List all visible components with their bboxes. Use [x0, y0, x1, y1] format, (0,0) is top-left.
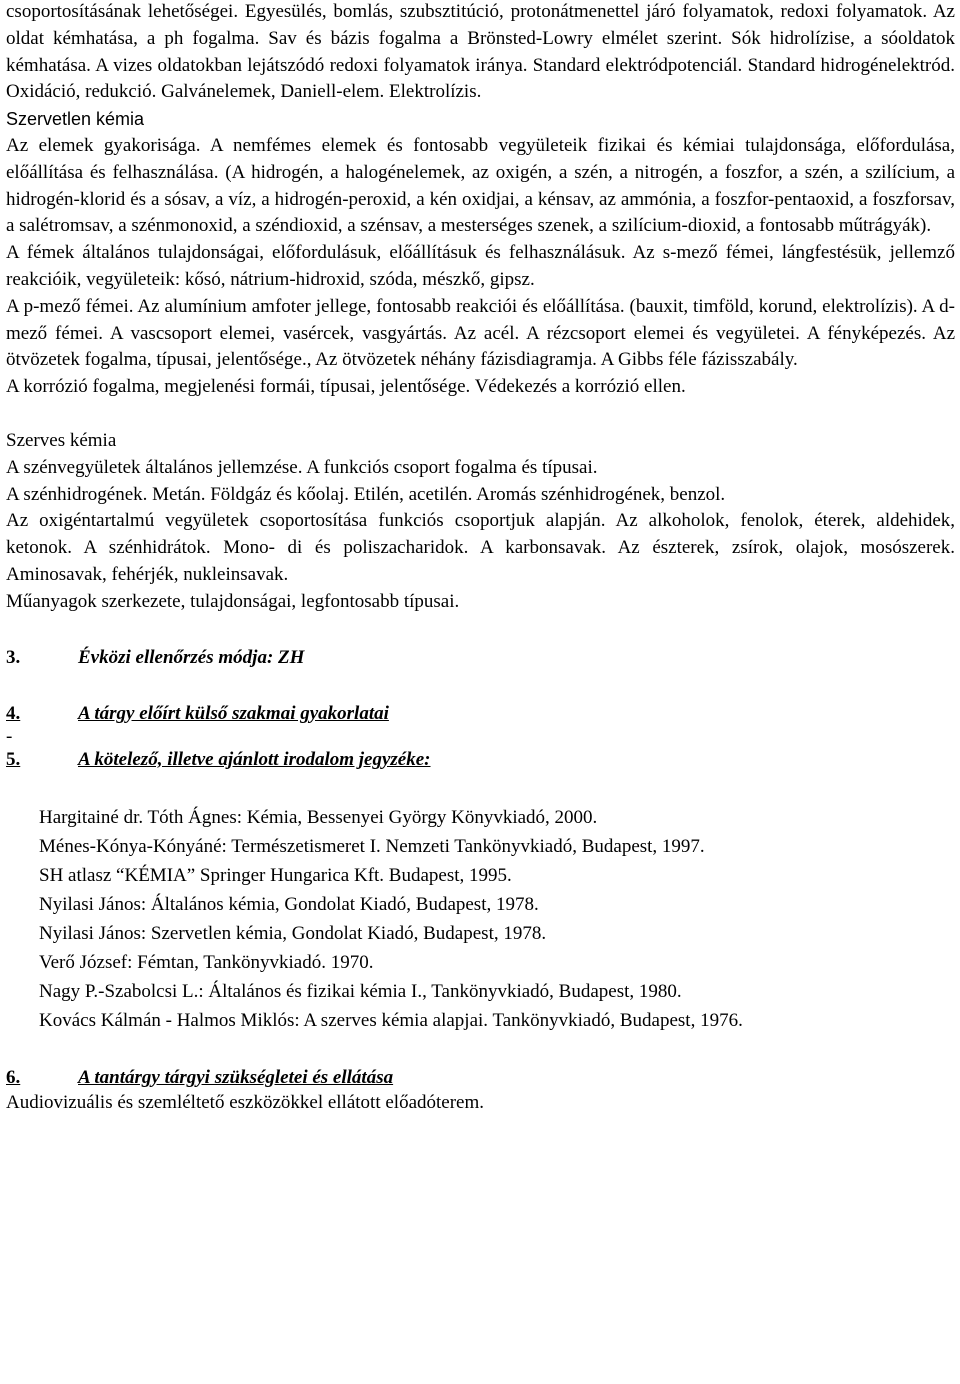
spacer: [6, 773, 955, 803]
practice-dash: -: [6, 725, 13, 747]
paragraph-corrosion: A korrózió fogalma, megjelenési formái, típusai, jelentősége. Védekezés a korrózió ellen.: [6, 376, 686, 398]
paragraph-hydrocarbons: A szénhidrogének. Metán. Földgáz és kőolaj. Etilén, acetilén. Aromás szénhidrogének, benzol.: [6, 483, 726, 505]
section-4-heading: [6, 701, 955, 727]
spacer: [6, 616, 955, 645]
reference-item: Kovács Kálmán - Halmos Miklós: A szerves kémia alapjai. Tankönyvkiadó, Budapest, 1976.: [39, 1009, 743, 1031]
equipment-text: Audiovizuális és szemléltető eszközökkel ellátott előadóterem.: [6, 1091, 485, 1113]
section-number: 5.: [6, 748, 21, 770]
section-number: 6.: [6, 1066, 21, 1088]
reference-item: Nagy P.-Szabolcsi L.: Általános és fizikai kémia I., Tankönyvkiadó, Budapest, 1980.: [39, 980, 682, 1002]
reference-item: SH atlasz “KÉMIA” Springer Hungarica Kft. Budapest, 1995.: [39, 864, 512, 886]
paragraph-p-d-block-metals: A p-mező fémei. Az alumínium amfoter jellege, fontosabb reakciói és előállítása. (bauxit, timföld, korund, elektrolízis). A d-mező fémei. A vascsoport elemei, vasércek, vasgyártás. Az acél. A rézcsoport elemei és vegyületei. A fényképezés. Az ötvözetek fogalma, típusai, jelentősége., Az ötvözetek néhány fázisdiagramja. A Gibbs féle fázisszabály.: [6, 295, 955, 371]
section-number: 3.: [6, 646, 21, 668]
reference-list: [6, 803, 955, 1035]
spacer: [6, 401, 955, 428]
inorganic-chemistry-heading: Szervetlen kémia: [6, 109, 145, 130]
paragraph-reaction-types: csoportosításának lehetőségei. Egyesülés, bomlás, szubsztitúció, protonátmenettel járó folyamatok, redoxi folyamatok. Az oldat kémhatása, a ph fogalma. Sav és bázis fogalma a Brönsted-Lowry elmélet szerint. Sók hidrolízise, a sóoldatok kémhatása. A vizes oldatokban lejátszódó redoxi folyamatok iránya. Standard elektródpotenciál. Standard hidrogénelektród. Oxidáció, redukció. Galvánelemek, Daniell-elem. Elektrolízis.: [6, 1, 955, 103]
spacer: [6, 671, 955, 701]
paragraph-oxygen-compounds: Az oxigéntartalmú vegyületek csoportosítása funkciós csoportjuk alapján. Az alkoholok, fenolok, éterek, aldehidek, ketonok. A szénhidrátok. Mono- di és poliszacharidok. A karbonsavak. Az észterek, zsírok, olajok, mosószerek. Aminosavak, fehérjék, nukleinsavak.: [6, 510, 955, 585]
reference-item: Ménes-Kónya-Kónyáné: Természetismeret I. Nemzeti Tankönyvkiadó, Budapest, 1997.: [39, 835, 705, 857]
section-title: A tárgy előírt külső szakmai gyakorlatai: [78, 702, 389, 724]
section-6-heading: [6, 1065, 955, 1091]
organic-chemistry-heading: Szerves kémia: [6, 429, 117, 451]
document-page: [6, 0, 955, 1115]
section-5-heading: [6, 747, 955, 773]
section-number: 4.: [6, 702, 21, 724]
section-title: Évközi ellenőrzés módja: ZH: [78, 646, 305, 668]
reference-item: Nyilasi János: Szervetlen kémia, Gondolat Kiadó, Budapest, 1978.: [39, 922, 547, 944]
section-title: A kötelező, illetve ajánlott irodalom jegyzéke:: [78, 748, 431, 770]
paragraph-metals-general: A fémek általános tulajdonságai, előfordulásuk, előállításuk és felhasználásuk. Az s-mező fémei, lángfestésük, jellemző reakcióik, vegyületeik: kősó, nátrium-hidroxid, szóda, mészkő, gipsz.: [6, 242, 955, 290]
spacer: [6, 1035, 955, 1065]
reference-item: Nyilasi János: Általános kémia, Gondolat Kiadó, Budapest, 1978.: [39, 893, 539, 915]
section-title: A tantárgy tárgyi szükségletei és ellátása: [78, 1066, 394, 1088]
reference-item: Hargitainé dr. Tóth Ágnes: Kémia, Bessenyei György Könyvkiadó, 2000.: [39, 806, 598, 828]
paragraph-carbon-compounds: A szénvegyületek általános jellemzése. A funkciós csoport fogalma és típusai.: [6, 456, 598, 478]
paragraph-plastics: Műanyagok szerkezete, tulajdonságai, legfontosabb típusai.: [6, 590, 460, 612]
reference-item: Verő József: Fémtan, Tankönyvkiadó. 1970.: [39, 951, 374, 973]
section-3-heading: [6, 645, 955, 671]
paragraph-nonmetals: Az elemek gyakorisága. A nemfémes elemek és fontosabb vegyületeik fizikai és kémiai tulajdonsága, előfordulása, előállítása és felhasználása. (A hidrogén, a halogénelemek, az oxigén, a szén, a nitrogén, a foszfor, a szén, a szilícium, a hidrogén-klorid és a sósav, a víz, a hidrogén-peroxid, a kén oxidjai, a kénsav, az ammónia, a foszfor-pentaoxid, a foszforsav, a salétromsav, a szénmonoxid, a széndioxid, a szénsav, a mesterséges szenek, a szilícium-dioxid, a fontosabb műtrágyák).: [6, 134, 955, 237]
